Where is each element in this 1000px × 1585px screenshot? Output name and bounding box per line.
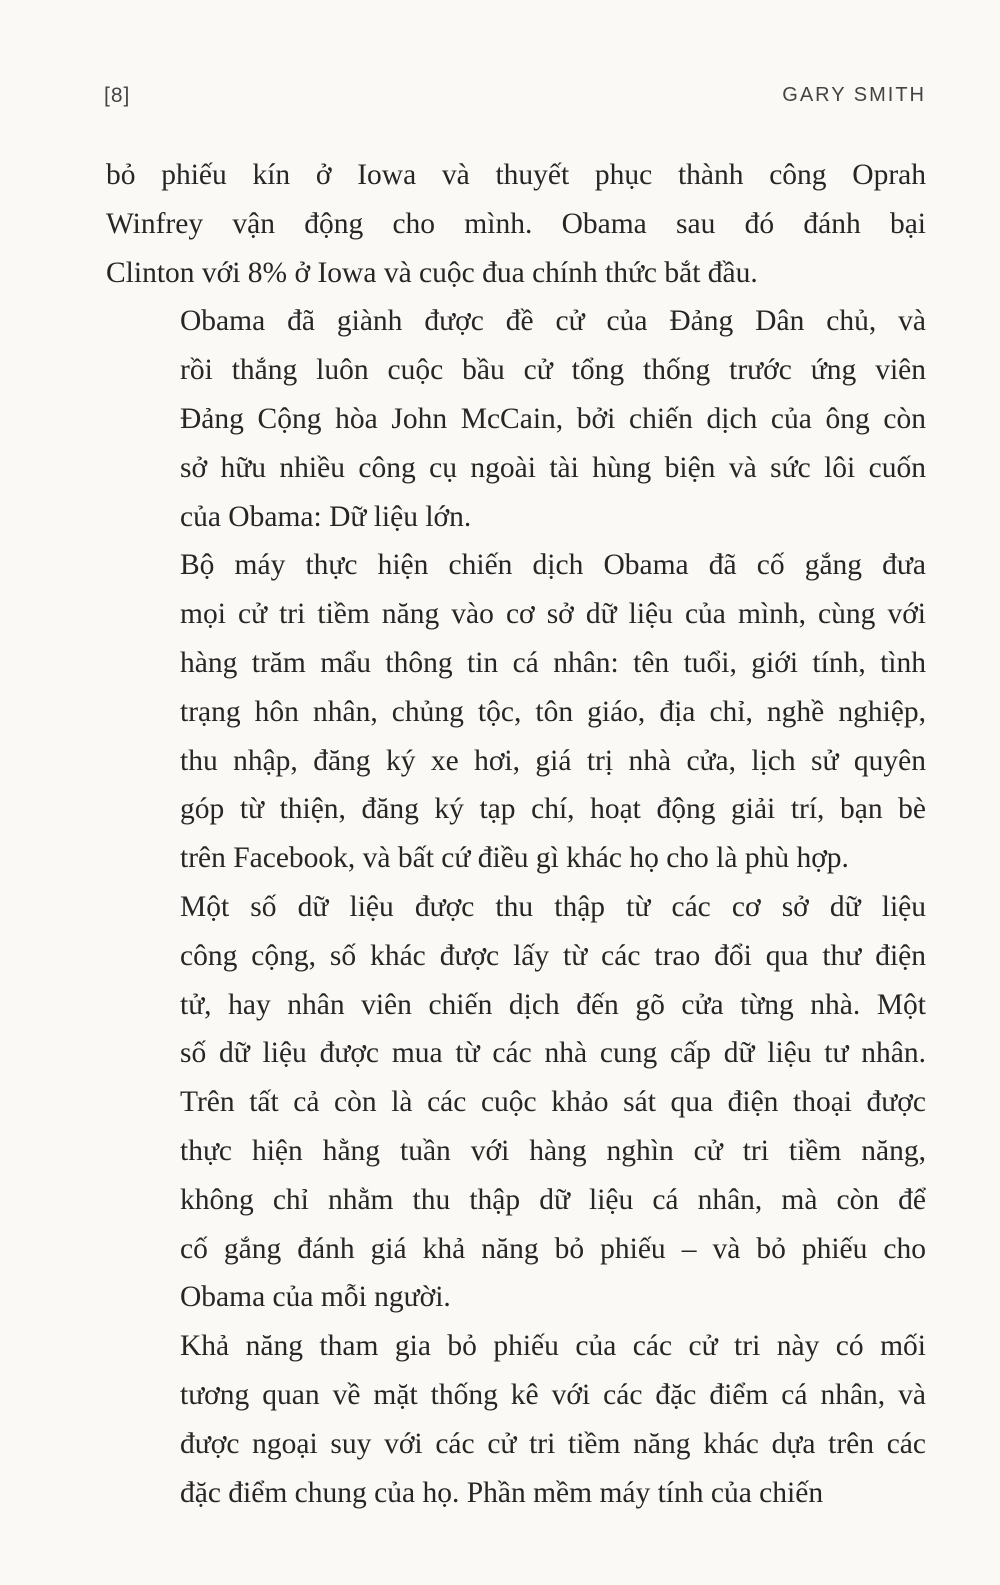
text-line: bỏ phiếu kín ở Iowa và thuyết phục thành công Oprah [106,159,926,191]
paragraph [106,297,926,541]
text-line: Bộ máy thực hiện chiến dịch Obama đã cố gắng đưa [180,549,926,582]
text-line: trạng hôn nhân, chủng tộc, tôn giáo, địa chỉ, nghề nghiệp, [180,695,926,728]
text-line: rồi thắng luôn cuộc bầu cử tổng thống trước ứng viên [180,354,926,387]
paragraph [106,541,926,883]
paragraph [106,1322,926,1517]
text-line: Obama đã giành được đề cử của Đảng Dân chủ, và [180,305,926,338]
text-line: công cộng, số khác được lấy từ các trao đổi qua thư điện [180,939,926,972]
running-head-author: GARY SMITH [782,84,926,106]
text-line: Đảng Cộng hòa John McCain, bởi chiến dịch của ông còn [180,402,926,435]
paragraph [106,151,926,297]
text-line: trên Facebook, và bất cứ điều gì khác họ cho là phù hợp. [180,842,849,875]
text-line: Winfrey vận động cho mình. Obama sau đó đánh bại [106,207,926,240]
text-line: mọi cử tri tiềm năng vào cơ sở dữ liệu của mình, cùng với [180,598,926,631]
text-line: tương quan về mặt thống kê với các đặc điểm cá nhân, và [180,1378,926,1411]
text-line: tử, hay nhân viên chiến dịch đến gõ cửa từng nhà. Một [180,988,926,1021]
text-line: Clinton với 8% ở Iowa và cuộc đua chính thức bắt đầu. [106,256,758,289]
page-header [104,80,926,112]
text-line: thực hiện hằng tuần với hàng nghìn cử tri tiềm năng, [180,1134,926,1167]
text-line: được ngoại suy với các cử tri tiềm năng khác dựa trên các [180,1427,926,1460]
paragraph [106,883,926,1322]
text-line: Obama của mỗi người. [180,1281,451,1314]
page-number: [8] [104,84,131,107]
text-line: số dữ liệu được mua từ các nhà cung cấp dữ liệu tư nhân. [180,1037,926,1070]
text-line: sở hữu nhiều công cụ ngoài tài hùng biện và sức lôi cuốn [180,451,926,484]
text-line: thu nhập, đăng ký xe hơi, giá trị nhà cửa, lịch sử quyên [180,744,926,777]
text-line: không chỉ nhằm thu thập dữ liệu cá nhân, mà còn để [180,1183,926,1216]
text-line: đặc điểm chung của họ. Phần mềm máy tính của chiến [180,1476,824,1509]
text-line: cố gắng đánh giá khả năng bỏ phiếu – và bỏ phiếu cho [180,1232,926,1265]
text-line: hàng trăm mẩu thông tin cá nhân: tên tuổi, giới tính, tình [180,646,926,679]
body-text [106,151,926,1517]
text-line: Khả năng tham gia bỏ phiếu của các cử tri này có mối [180,1330,926,1363]
text-line: Trên tất cả còn là các cuộc khảo sát qua điện thoại được [180,1086,926,1119]
text-line: góp từ thiện, đăng ký tạp chí, hoạt động giải trí, bạn bè [180,793,926,826]
text-line: Một số dữ liệu được thu thập từ các cơ sở dữ liệu [180,890,926,923]
text-line: của Obama: Dữ liệu lớn. [180,500,472,533]
